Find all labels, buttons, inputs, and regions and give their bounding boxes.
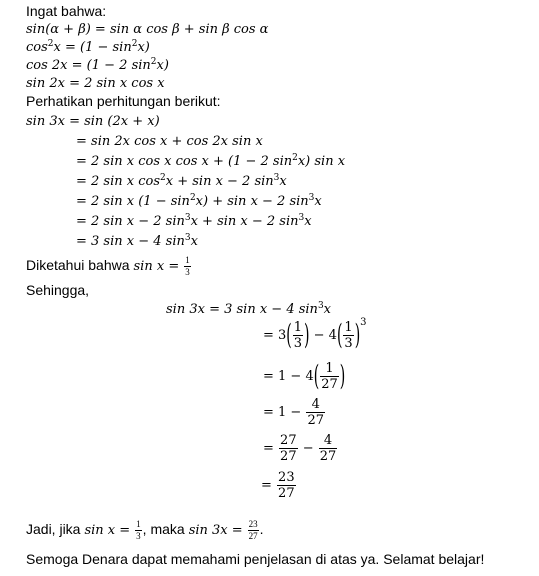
identity-sin-double: sin 2x = 2 sin x cos x [26, 76, 165, 91]
result-line-2: = 3( $\frac{1}{3}$ ) − 4( $\frac{1}{3}$ )$^3$ [263, 317, 367, 352]
identity-cos-double: cos 2x = (1 − 2 $\sin^2x$) [26, 57, 169, 73]
derivation-line-2: = sin 2x cos x + cos 2x sin x [76, 134, 263, 149]
derivation-line-4: = 2 sin x $\cos^2x + \sin x - 2$ $\sin^3x$ [76, 173, 287, 189]
perhatikan-label: Perhatikan perhitungan berikut: [26, 93, 221, 109]
conclusion-line: Jadi, jika sin x = $\frac{1}{3}$ , maka sin 3x = $\frac{23}{27}$ . [26, 519, 264, 541]
result-line-3: = 1 − 4( $\frac{1}{27}$ ) [263, 360, 346, 393]
derivation-line-6: = 2 sin x − 2 $\sin^3x + \sin x - 2$ $\sin^3x$ [76, 213, 312, 229]
identity-sum-angle: sin(α + β) = sin α cos β + sin β cos α [26, 22, 269, 37]
closing-message: Semoga Denara dapat memahami penjelasan di atas ya. Selamat belajar! [26, 551, 485, 567]
identity-pythagorean: $\cos^2x = (1 - \sin^2x)$ [26, 39, 150, 55]
derivation-line-7: = 3 sin x − 4 $\sin^3x$ [76, 233, 198, 249]
result-line-4: = 1 − $\frac{4}{27}$ [263, 397, 325, 428]
derivation-line-3: = 2 sin x cos x cos x + (1 − 2 $\sin^2x$) sin x [76, 153, 346, 169]
result-line-5: = $\frac{27}{27}$ − $\frac{4}{27}$ [263, 433, 337, 464]
given-line: Diketahui bahwa sin x = $\frac{1}{3}$ [26, 255, 190, 277]
derivation-line-1: sin 3x = sin (2x + x) [26, 114, 160, 129]
result-line-1: sin 3x = 3 sin x − 4 $\sin^3x$ [166, 301, 332, 317]
sehingga-label: Sehingga, [26, 282, 90, 298]
fraction-one-third: $\frac{1}{3}$ [185, 255, 190, 277]
result-line-6: = $\frac{23}{27}$ [261, 470, 295, 501]
derivation-line-5: = 2 sin x $(1 - \sin^2x) + \sin x - 2$ $\sin^3x$ [76, 193, 322, 209]
ingat-label: Ingat bahwa: [26, 3, 107, 19]
